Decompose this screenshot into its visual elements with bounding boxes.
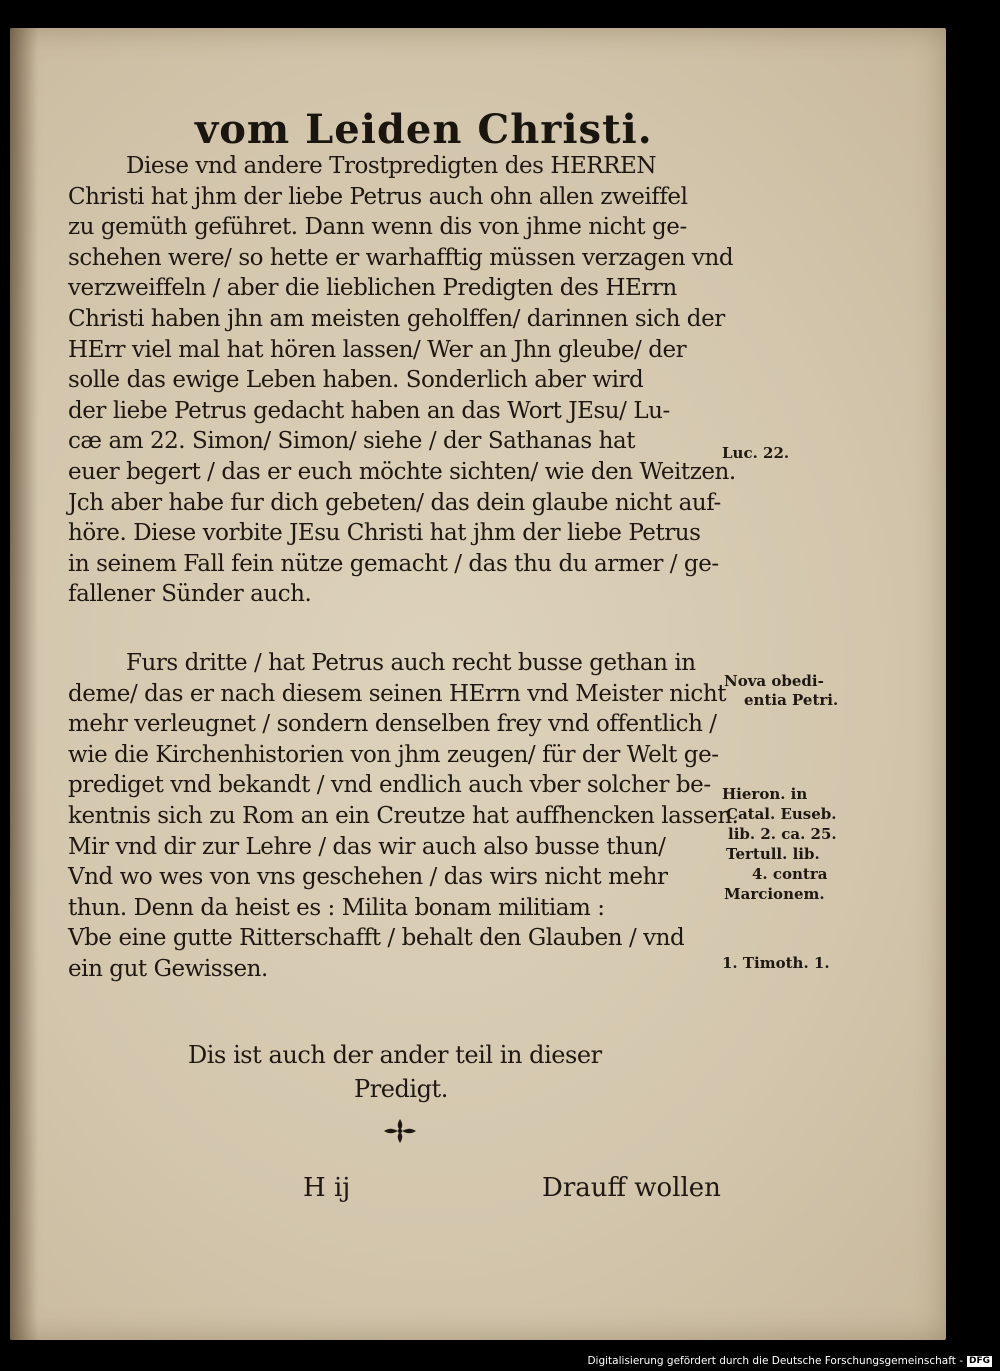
text-line: prediget vnd bekandt / vnd endlich auch vber solcher be- (68, 772, 711, 799)
text-line: verzweiffeln / aber die lieblichen Predigten des HErrn (68, 275, 677, 302)
catchword: Drauff wollen (542, 1173, 721, 1203)
text-line: deme/ das er nach diesem seinen HErrn vnd Meister nicht (68, 680, 726, 707)
text-line: Vnd wo wes von vns geschehen / das wirs nicht mehr (68, 864, 668, 891)
text-line: ein gut Gewissen. (68, 955, 268, 982)
text-line: der liebe Petrus gedacht haben an das Wort JEsu/ Lu- (68, 397, 670, 424)
credit-text: Digitalisierung gefördert durch die Deutsche Forschungsgemeinschaft - (587, 1355, 963, 1367)
text-line: Vbe eine gutte Ritterschafft / behalt den Glauben / vnd (68, 925, 685, 952)
fleuron-ornament (380, 1116, 420, 1146)
digitization-credit (587, 1355, 992, 1367)
text-line: schehen were/ so hette er warhafftig müssen verzagen vnd (68, 244, 734, 271)
text-line: Diese vnd andere Trostpredigten des HERREN (126, 153, 657, 179)
note-line: Nova obedi- (724, 672, 824, 690)
text-line: Christi haben jhn am meisten geholffen/ darinnen sich der (68, 305, 725, 332)
marginal-note-hieron (722, 784, 837, 904)
text-line: Christi hat jhm der liebe Petrus auch ohn allen zweiffel (68, 183, 688, 210)
signature-mark: H ij (303, 1173, 351, 1203)
text-line: thun. Denn da heist es : Milita bonam militiam : (68, 894, 605, 921)
caption-line: Dis ist auch der ander teil in dieser (188, 1041, 602, 1069)
text-line: Jch aber habe fur dich gebeten/ das dein glaube nicht auf- (68, 489, 721, 516)
running-header: vom Leiden Christi. (195, 106, 653, 153)
text-line: Furs dritte / hat Petrus auch recht busse gethan in (126, 650, 696, 676)
marginal-note-timoth: 1. Timoth. 1. (722, 954, 830, 972)
note-line: Catal. Euseb. (726, 805, 837, 823)
text-line: HErr viel mal hat hören lassen/ Wer an Jhn gleube/ der (68, 336, 687, 363)
text-line: euer begert / das er euch möchte sichten/ wie den Weitzen. (68, 458, 736, 485)
note-line: Marcionem. (724, 885, 825, 903)
section-caption (188, 1038, 628, 1106)
text-line: höre. Diese vorbite JEsu Christi hat jhm der liebe Petrus (68, 520, 701, 547)
text-line: kentnis sich zu Rom an ein Creutze hat auffhencken lassen. (68, 802, 739, 829)
note-line: lib. 2. ca. 25. (728, 825, 837, 843)
note-line: 4. contra (752, 865, 828, 883)
marginal-note-luke: Luc. 22. (722, 444, 790, 462)
book-page (10, 28, 946, 1340)
text-line: cæ am 22. Simon/ Simon/ siehe / der Sathanas hat (68, 428, 636, 455)
page-gutter-shadow (10, 28, 38, 1340)
text-line: wie die Kirchenhistorien von jhm zeugen/ für der Welt ge- (68, 741, 719, 768)
note-line: entia Petri. (744, 691, 839, 709)
text-line: Mir vnd dir zur Lehre / das wir auch also busse thun/ (68, 833, 666, 860)
note-line: Hieron. in (722, 785, 808, 803)
dfg-logo: DFG (968, 1355, 990, 1366)
text-line: fallener Sünder auch. (68, 581, 312, 608)
text-line: in seinem Fall fein nütze gemacht / das thu du armer / ge- (68, 550, 719, 577)
text-line: solle das ewige Leben haben. Sonderlich aber wird (68, 367, 644, 394)
paragraph-2 (68, 648, 739, 985)
text-line: mehr verleugnet / sondern denselben frey vnd offentlich / (68, 711, 717, 738)
caption-line: Predigt. (354, 1075, 448, 1103)
note-line: Tertull. lib. (726, 845, 820, 863)
paragraph-1 (68, 151, 736, 610)
text-line: zu gemüth geführet. Dann wenn dis von jhme nicht ge- (68, 214, 687, 241)
marginal-note-nova-obedientia (724, 672, 838, 710)
